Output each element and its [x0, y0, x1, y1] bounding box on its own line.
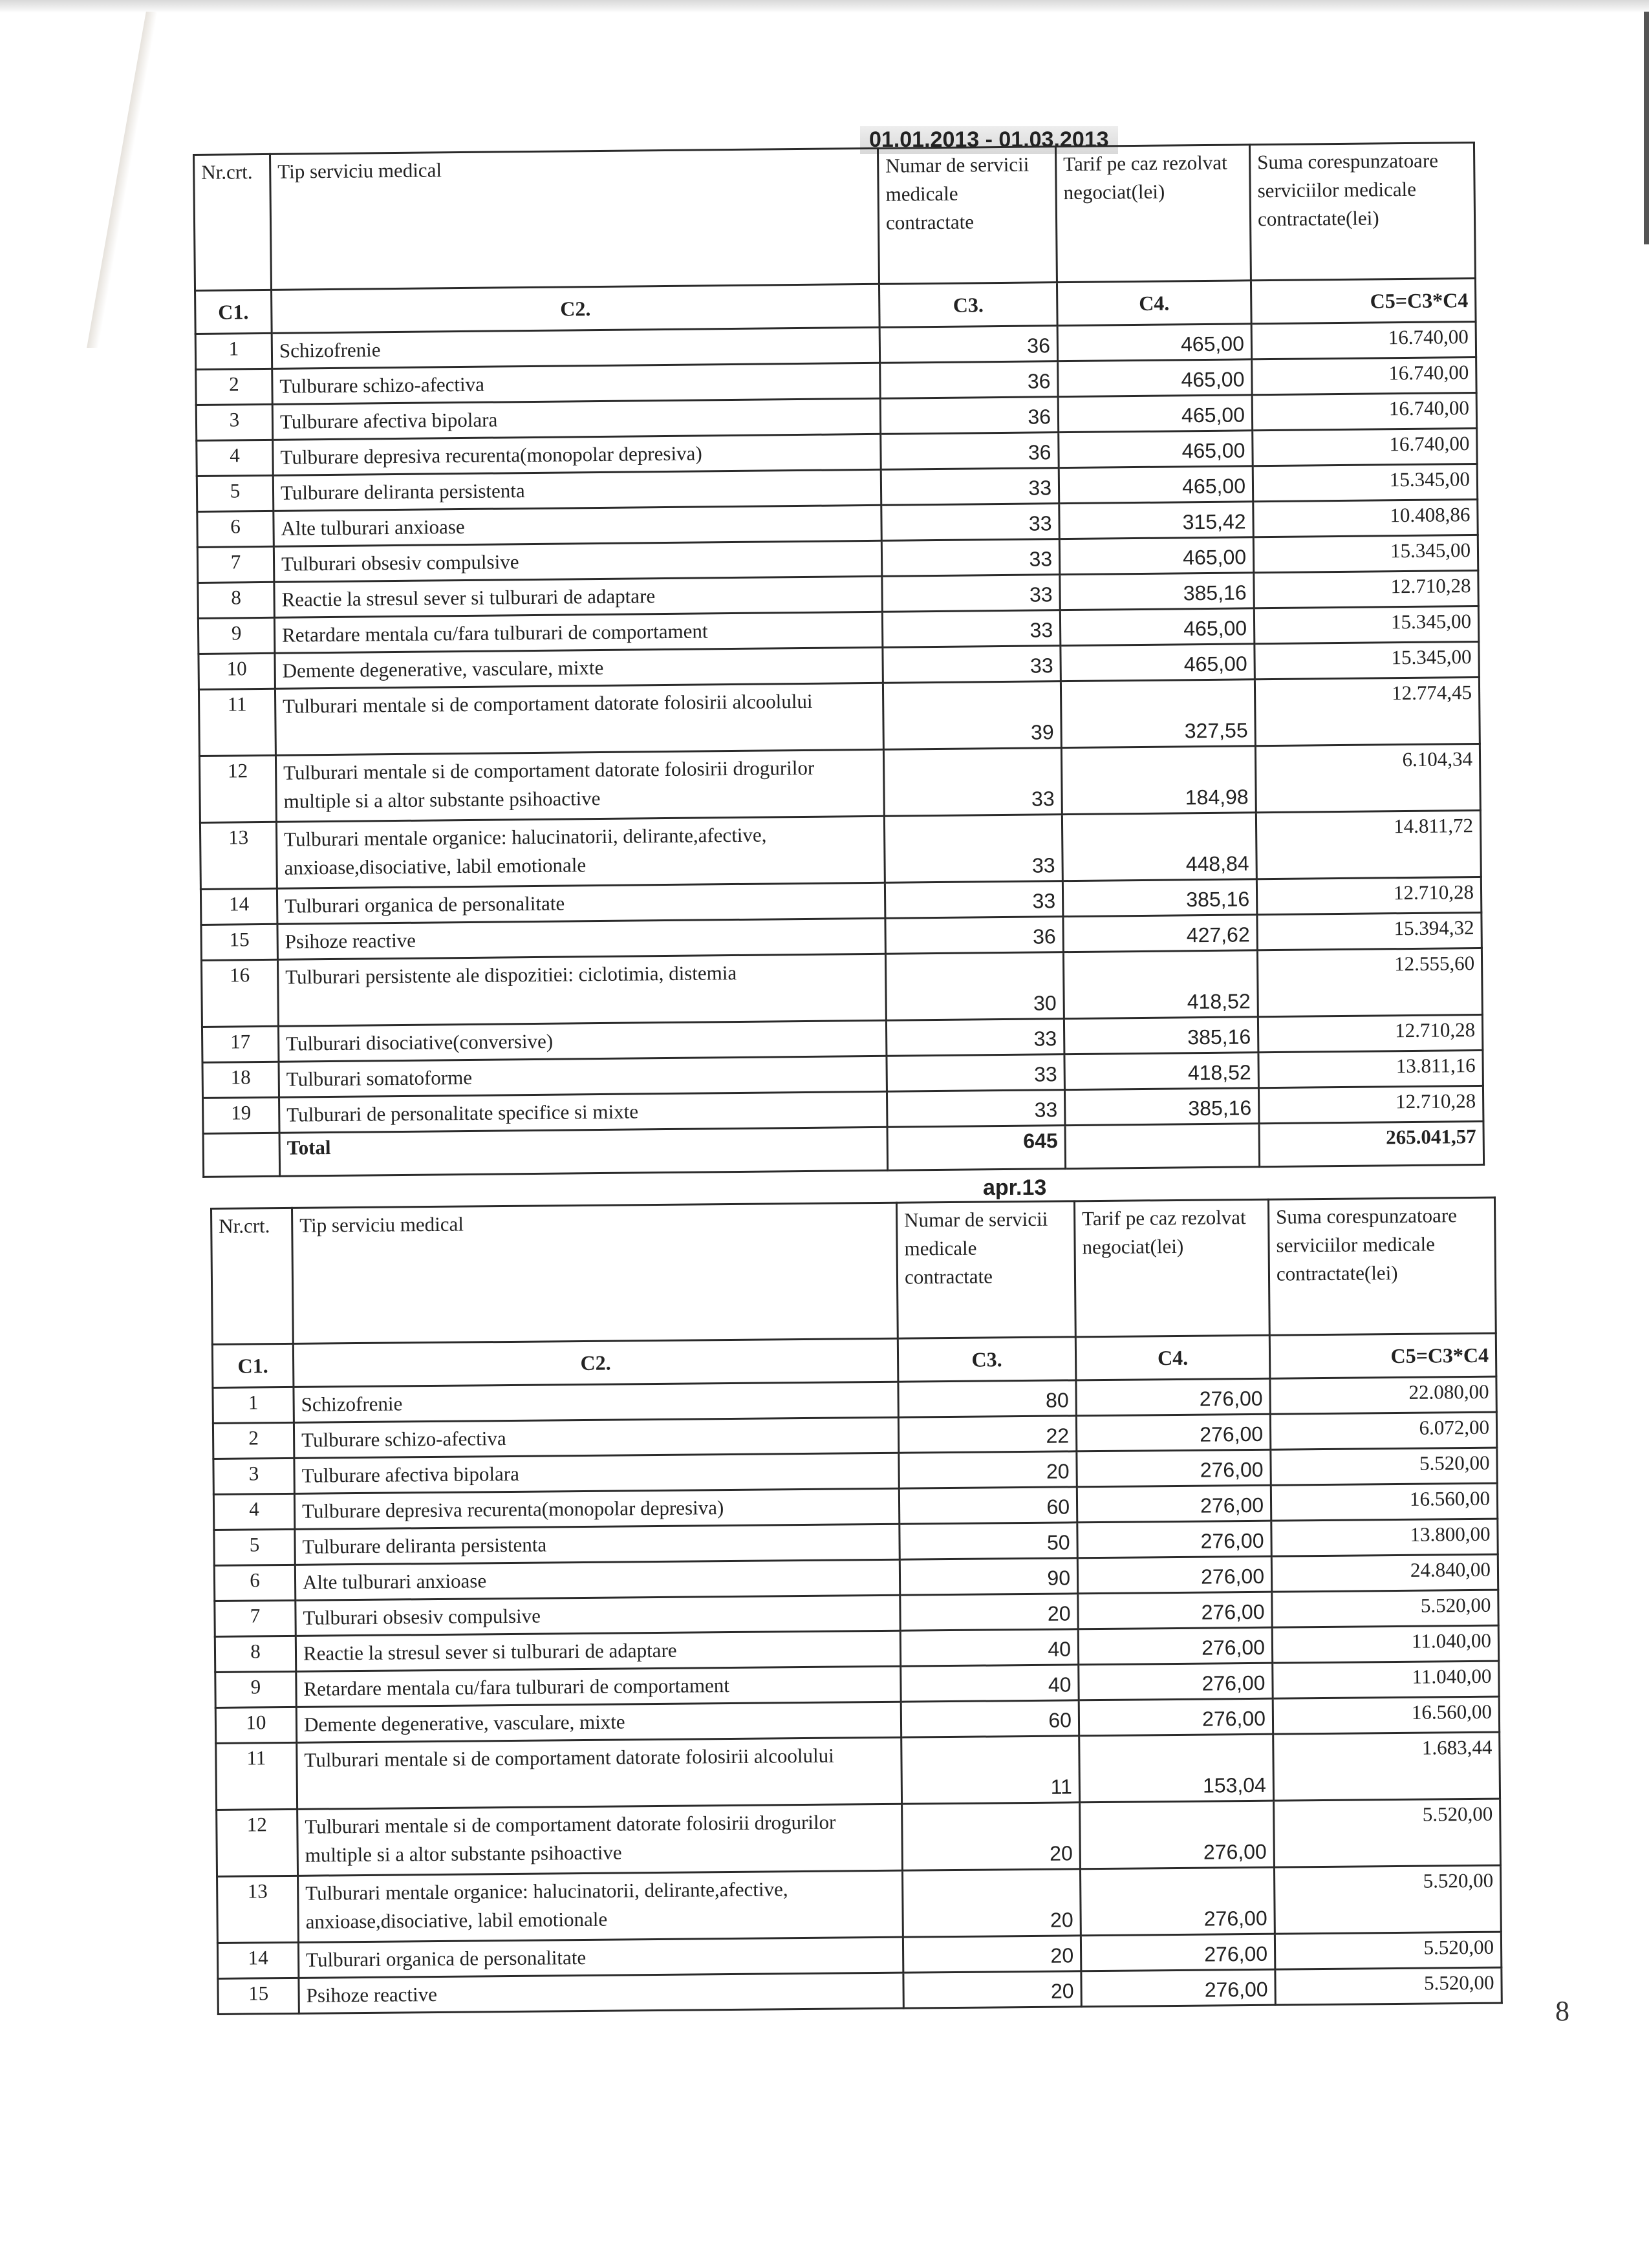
- service-count: 33: [881, 468, 1059, 506]
- code-c1: C1.: [195, 290, 272, 334]
- service-count: 50: [900, 1523, 1077, 1559]
- contracted-sum: 5.520,00: [1274, 1865, 1501, 1934]
- table-row: [217, 1799, 1501, 1876]
- contracted-sum: 11.040,00: [1272, 1625, 1498, 1663]
- total-suma: 265.041,57: [1259, 1121, 1484, 1166]
- header-tarif: Tarif pe caz rezolvat negociat(lei): [1055, 145, 1251, 283]
- row-number: 16: [201, 959, 278, 1027]
- case-tariff: 315,42: [1059, 502, 1254, 539]
- service-type: Psihoze reactive: [277, 918, 885, 959]
- case-tariff: 385,16: [1062, 879, 1257, 917]
- table1-period-label: 01.01.2013 - 01.03.2013: [860, 126, 1118, 154]
- row-number: 1: [195, 333, 272, 369]
- contracted-sum: 11.040,00: [1273, 1661, 1499, 1698]
- contracted-sum: 16.740,00: [1253, 428, 1478, 465]
- service-type: Psihoze reactive: [299, 1973, 903, 2013]
- header-suma: Suma corespunzatoare serviciilor medicale contractate(lei): [1268, 1197, 1496, 1335]
- case-tariff: 465,00: [1059, 537, 1254, 575]
- case-tariff: 465,00: [1059, 431, 1253, 468]
- row-number: 2: [196, 369, 273, 405]
- row-number: 5: [214, 1529, 295, 1565]
- case-tariff: 276,00: [1080, 1801, 1275, 1869]
- service-count: 33: [881, 539, 1060, 577]
- row-number: 3: [196, 404, 273, 440]
- row-number: 18: [202, 1062, 279, 1098]
- case-tariff: 385,16: [1064, 1017, 1258, 1054]
- case-tariff: 276,00: [1081, 1969, 1275, 2007]
- contracted-sum: 15.345,00: [1255, 641, 1480, 679]
- scan-edge-right: [1644, 12, 1649, 244]
- contracted-sum: 16.560,00: [1271, 1483, 1497, 1521]
- service-count: 39: [883, 681, 1061, 750]
- header-tip: Tip serviciu medical: [270, 148, 879, 290]
- contracted-sum: 12.774,45: [1255, 677, 1480, 745]
- header-numar: Numar de servicii medicale contractate: [896, 1201, 1075, 1338]
- code-c5: C5=C3*C4: [1269, 1333, 1496, 1378]
- row-number: 12: [199, 755, 276, 822]
- service-type: Retardare mentala cu/fara tulburari de comportament: [296, 1666, 901, 1707]
- contracted-sum: 14.811,72: [1256, 810, 1481, 879]
- case-tariff: 276,00: [1076, 1378, 1270, 1416]
- service-type: Tulburare deliranta persistenta: [273, 469, 881, 511]
- case-tariff: 276,00: [1080, 1867, 1275, 1936]
- row-number: 6: [197, 511, 274, 547]
- header-suma: Suma corespunzatoare serviciilor medicale contractate(lei): [1249, 142, 1475, 280]
- code-c2: C2.: [272, 284, 880, 333]
- row-number: 8: [198, 582, 275, 618]
- service-type: Tulburare schizo-afectiva: [272, 363, 880, 404]
- table-row: [217, 1865, 1502, 1943]
- case-tariff: 276,00: [1077, 1485, 1271, 1523]
- service-type: Tulburari organica de personalitate: [298, 1937, 903, 1978]
- row-number: 4: [197, 440, 274, 476]
- service-count: 20: [902, 1869, 1081, 1937]
- service-count: 80: [898, 1380, 1076, 1417]
- service-type: Tulburare afectiva bipolara: [294, 1453, 899, 1493]
- row-number: 1: [213, 1387, 294, 1423]
- service-count: 33: [885, 881, 1063, 919]
- service-type: Tulburari mentale organice: halucinatorii, delirante,afective, anxioase,disociative, labil emotionale: [298, 1870, 903, 1942]
- row-number: 11: [199, 689, 275, 756]
- contracted-sum: 12.555,60: [1257, 948, 1482, 1016]
- row-number: 7: [197, 546, 274, 583]
- row-number: 3: [213, 1458, 294, 1494]
- service-count: 60: [901, 1700, 1079, 1737]
- contracted-sum: 15.345,00: [1253, 535, 1478, 572]
- service-count: 20: [902, 1803, 1081, 1870]
- case-tariff: 276,00: [1078, 1592, 1272, 1629]
- contract-table-apr: [210, 1197, 1503, 2015]
- scan-edge-left: [87, 12, 158, 348]
- contracted-sum: 5.520,00: [1271, 1448, 1497, 1485]
- contracted-sum: 16.740,00: [1251, 321, 1476, 359]
- contracted-sum: 16.740,00: [1252, 392, 1477, 430]
- contracted-sum: 6.072,00: [1270, 1412, 1496, 1450]
- contracted-sum: 13.800,00: [1271, 1519, 1498, 1556]
- service-count: 33: [883, 748, 1062, 817]
- case-tariff: 448,84: [1062, 813, 1256, 881]
- contracted-sum: 5.520,00: [1272, 1590, 1498, 1627]
- case-tariff: 327,55: [1061, 679, 1255, 748]
- case-tariff: 465,00: [1058, 395, 1253, 433]
- service-type: Schizofrenie: [272, 327, 879, 369]
- code-c3: C3.: [879, 283, 1057, 328]
- code-c2: C2.: [293, 1338, 898, 1387]
- contracted-sum: 12.710,28: [1254, 570, 1479, 608]
- row-number: 11: [216, 1742, 297, 1810]
- code-c4: C4.: [1075, 1335, 1270, 1380]
- service-type: Tulburari mentale si de comportament datorate folosirii drogurilor multiple si a altor substante psihoactive: [275, 749, 884, 822]
- service-count: 33: [882, 575, 1061, 612]
- service-count: 33: [887, 1090, 1065, 1128]
- contracted-sum: 1.683,44: [1273, 1732, 1500, 1801]
- contracted-sum: 12.710,28: [1256, 877, 1482, 914]
- table-header-row: [194, 142, 1476, 290]
- row-number: 15: [201, 924, 278, 960]
- case-tariff: 276,00: [1079, 1698, 1273, 1736]
- header-tarif: Tarif pe caz rezolvat negociat(lei): [1074, 1199, 1269, 1337]
- contracted-sum: 5.520,00: [1274, 1799, 1501, 1867]
- service-type: Tulburari mentale si de comportament datorate folosirii alcoolului: [297, 1737, 902, 1809]
- service-count: 20: [900, 1594, 1078, 1631]
- row-number: 9: [198, 617, 275, 654]
- case-tariff: 153,04: [1079, 1734, 1274, 1803]
- total-numar: 645: [887, 1126, 1066, 1171]
- case-tariff: 465,00: [1059, 466, 1253, 504]
- service-count: 33: [884, 815, 1062, 883]
- contracted-sum: 12.710,28: [1258, 1014, 1483, 1052]
- service-count: 33: [887, 1054, 1065, 1092]
- service-type: Tulburari mentale si de comportament datorate folosirii alcoolului: [275, 683, 883, 755]
- contracted-sum: 12.710,28: [1258, 1086, 1483, 1123]
- service-type: Tulburare afectiva bipolara: [272, 398, 880, 440]
- contract-table-q1: [193, 142, 1485, 1178]
- row-number: 15: [218, 1978, 299, 2014]
- case-tariff: 276,00: [1076, 1414, 1270, 1451]
- row-number: 13: [200, 822, 277, 889]
- header-nr: Nr.crt.: [211, 1208, 294, 1344]
- service-count: 33: [886, 1019, 1064, 1056]
- service-count: 90: [900, 1558, 1077, 1595]
- code-c3: C3.: [898, 1337, 1076, 1382]
- row-number: 17: [202, 1026, 279, 1062]
- service-type: Tulburari obsesiv compulsive: [296, 1595, 900, 1636]
- row-number: 4: [213, 1493, 294, 1530]
- service-type: Tulburare depresiva recurenta(monopolar depresiva): [273, 434, 881, 475]
- table-header-row: [211, 1197, 1496, 1344]
- row-number: 2: [213, 1422, 294, 1459]
- service-count: 36: [880, 397, 1059, 434]
- page-number: 8: [1555, 1995, 1569, 2027]
- service-count: 36: [881, 433, 1059, 470]
- case-tariff: 465,00: [1057, 324, 1252, 361]
- service-count: 30: [885, 952, 1064, 1021]
- table-row: [216, 1732, 1500, 1810]
- row-number: 12: [217, 1809, 298, 1876]
- contracted-sum: 16.560,00: [1273, 1696, 1499, 1734]
- service-count: 36: [880, 361, 1059, 399]
- table-row: [201, 948, 1482, 1027]
- service-type: Alte tulburari anxioase: [274, 505, 881, 546]
- service-count: 22: [898, 1416, 1076, 1453]
- service-type: Tulburari mentale organice: halucinatorii, delirante,afective, anxioase,disociative, labil emotionale: [276, 816, 885, 888]
- contracted-sum: 24.840,00: [1271, 1554, 1498, 1592]
- service-count: 36: [885, 917, 1064, 954]
- service-type: Tulburari organica de personalitate: [277, 883, 885, 924]
- row-number: 14: [200, 888, 277, 925]
- case-tariff: 276,00: [1077, 1556, 1271, 1594]
- service-type: Tulburari de personalitate specifice si mixte: [279, 1091, 887, 1133]
- case-tariff: 418,52: [1064, 1053, 1259, 1090]
- row-number: 14: [217, 1942, 298, 1978]
- case-tariff: 385,16: [1064, 1088, 1259, 1126]
- scan-edge-top: [0, 0, 1649, 13]
- code-c1: C1.: [212, 1343, 294, 1387]
- case-tariff: 276,00: [1077, 1450, 1271, 1487]
- service-count: 40: [900, 1629, 1078, 1666]
- service-count: 11: [901, 1736, 1080, 1804]
- case-tariff: 385,16: [1060, 573, 1255, 610]
- service-type: Tulburari obsesiv compulsive: [274, 540, 881, 582]
- service-type: Tulburare deliranta persistenta: [295, 1524, 900, 1565]
- case-tariff: 276,00: [1079, 1663, 1273, 1700]
- case-tariff: 465,00: [1061, 644, 1255, 681]
- table-row: [199, 677, 1480, 756]
- case-tariff: 276,00: [1078, 1627, 1272, 1665]
- service-type: Alte tulburari anxioase: [295, 1559, 900, 1600]
- contracted-sum: 5.520,00: [1275, 1967, 1502, 2005]
- total-label: Total: [279, 1127, 888, 1176]
- service-count: 20: [903, 1936, 1081, 1973]
- row-number: 8: [215, 1636, 296, 1672]
- contracted-sum: 22.080,00: [1270, 1376, 1496, 1414]
- case-tariff: 465,00: [1060, 608, 1255, 646]
- code-c4: C4.: [1057, 281, 1251, 326]
- case-tariff: 427,62: [1063, 915, 1258, 952]
- row-number: 7: [215, 1600, 296, 1636]
- contracted-sum: 16.740,00: [1252, 357, 1477, 394]
- case-tariff: 184,98: [1061, 746, 1256, 815]
- service-type: Reactie la stresul sever si tulburari de adaptare: [274, 576, 882, 617]
- service-type: Tulburari somatoforme: [279, 1056, 887, 1097]
- service-type: Schizofrenie: [294, 1382, 898, 1422]
- contracted-sum: 15.345,00: [1254, 606, 1479, 643]
- service-type: Tulburari persistente ale dispozitiei: ciclotimia, distemia: [277, 954, 886, 1026]
- row-number: 9: [215, 1671, 296, 1707]
- service-type: Tulburari disociative(conversive): [278, 1020, 886, 1062]
- service-count: 33: [882, 610, 1061, 648]
- service-count: 20: [903, 1971, 1081, 2008]
- case-tariff: 418,52: [1063, 950, 1258, 1019]
- contracted-sum: 15.394,32: [1257, 912, 1482, 950]
- service-type: Demente degenerative, vasculare, mixte: [296, 1702, 901, 1742]
- service-count: 33: [881, 504, 1060, 541]
- row-number: 6: [214, 1565, 295, 1601]
- case-tariff: 276,00: [1077, 1521, 1271, 1558]
- table-row: [200, 810, 1481, 889]
- service-type: Tulburare schizo-afectiva: [294, 1417, 898, 1458]
- code-c5: C5=C3*C4: [1251, 278, 1476, 323]
- service-type: Reactie la stresul sever si tulburari de adaptare: [296, 1631, 900, 1671]
- service-type: Tulburare depresiva recurenta(monopolar depresiva): [294, 1488, 899, 1529]
- service-type: Retardare mentala cu/fara tulburari de comportament: [274, 612, 882, 653]
- service-count: 40: [901, 1665, 1079, 1702]
- service-count: 36: [879, 326, 1058, 363]
- table2-period-label: apr.13: [983, 1175, 1047, 1200]
- row-number: 19: [203, 1097, 280, 1133]
- row-number: 10: [199, 653, 275, 689]
- contracted-sum: 6.104,34: [1255, 744, 1480, 812]
- contracted-sum: 10.408,86: [1253, 499, 1478, 537]
- header-nr: Nr.crt.: [194, 154, 272, 290]
- row-number: 10: [215, 1707, 296, 1743]
- service-count: 60: [899, 1487, 1077, 1524]
- contracted-sum: 5.520,00: [1275, 1932, 1501, 1969]
- contracted-sum: 13.811,16: [1258, 1050, 1483, 1087]
- case-tariff: 465,00: [1058, 359, 1253, 397]
- table-row: [199, 744, 1480, 822]
- row-number: 5: [197, 475, 274, 511]
- case-tariff: 276,00: [1081, 1934, 1275, 1971]
- contracted-sum: 15.345,00: [1253, 464, 1478, 501]
- row-number: 13: [217, 1876, 299, 1943]
- service-type: Tulburari mentale si de comportament datorate folosirii drogurilor multiple si a altor substante psihoactive: [297, 1804, 903, 1876]
- service-type: Demente degenerative, vasculare, mixte: [275, 647, 883, 689]
- service-count: 33: [883, 646, 1061, 683]
- header-tip: Tip serviciu medical: [292, 1203, 898, 1343]
- service-count: 20: [899, 1451, 1077, 1488]
- header-numar: Numar de servicii medicale contractate: [878, 147, 1057, 284]
